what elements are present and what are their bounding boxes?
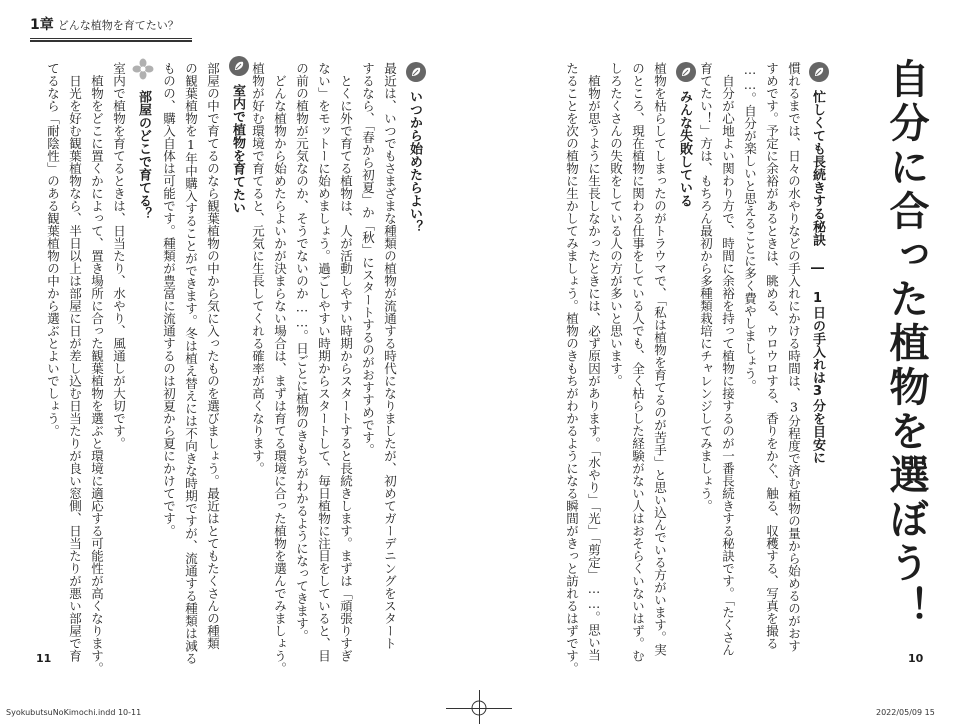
registration-mark-icon bbox=[469, 698, 489, 718]
sec3-line: 最近は、いつでもさまざまな種類の植物が流通する時代になりましたが、初めてガーデニングをスタート bbox=[382, 62, 398, 650]
chapter-label: 1章 bbox=[30, 17, 54, 33]
page-title: 自分に合った植物を選ぼう！ bbox=[883, 58, 930, 630]
header-rule-bold bbox=[30, 40, 192, 42]
page-number-right: 10 bbox=[908, 652, 924, 665]
sec4-line: 部屋の中で育てるのなら観葉植物の中から気に入ったものを選びましょう。最近はとてもたくさんの種類 bbox=[205, 62, 221, 650]
sec1-line: ……。自分が楽しいと思えることに多く費やしましょう。 bbox=[742, 62, 758, 392]
header-rule bbox=[30, 38, 192, 39]
footer-file-info: SyokubutsuNoKimochi.indd 10-11 bbox=[6, 708, 142, 717]
sec5-line: てるなら「耐陰性」のある観葉植物の中から選ぶとよいでしょう。 bbox=[45, 62, 61, 437]
sec3-line: ない」をモットーに始めましょう。過ごしやすい時期からスタートして、毎日植物に注目をしていると、目 bbox=[316, 62, 332, 662]
sec2-line: 植物が思うように生長しなかったときには、必ず原因があります。「水やり」「光」「剪定」……。思い当 bbox=[586, 62, 602, 661]
sec2-line: のところ、現在植物に関わる仕事をしている人でも、全く枯らした経験がない人はおそらくいないはず。む bbox=[630, 62, 646, 662]
sec1-line: 育てたい！」方は、もちろん最初から多種類栽培にチャレンジしてみましょう。 bbox=[698, 62, 714, 512]
leaf-icon bbox=[676, 62, 696, 82]
flower-icon bbox=[132, 58, 154, 80]
sec3-line: 植物が好む環境で育てると、元気に生長してくれる確率が高くなります。 bbox=[250, 62, 266, 475]
sec2-heading: みんな失敗している bbox=[677, 90, 692, 207]
sec5-heading: 部屋のどこで育てる？ bbox=[136, 90, 151, 220]
leaf-icon bbox=[229, 56, 249, 76]
sec3-line: とくに外で育てる植物は、人が活動しやすい時期からスタートすると長続きします。まずは「頑張りすぎ bbox=[338, 62, 354, 662]
running-header bbox=[30, 14, 179, 34]
chapter-title: どんな植物を育てたい？ bbox=[57, 19, 179, 32]
sec5-line: 室内で植物を育てるときは、日当たり、水やり、風通しが大切です。 bbox=[111, 62, 127, 450]
sec3-line: するなら、「春から初夏」か「秋」にスタートするのがおすすめです。 bbox=[360, 62, 376, 456]
sec5-line: 植物をどこに置くかによって、置き場所に合った観葉植物を選ぶと環境に適応する可能性が高くなります。 bbox=[89, 62, 105, 675]
sec1-line: すめです。予定に余裕があるときは、眺める、ウロウロする、香りをかぐ、触る、収穫する、写真を撮る bbox=[764, 62, 780, 650]
leaf-icon bbox=[809, 62, 829, 82]
sec4-heading: 室内で植物を育てたい bbox=[230, 84, 245, 214]
sec1-heading: 忙しくても長続きする秘訣 ― 1日の手入れは3分を目安に bbox=[810, 90, 825, 464]
sec3-line: どんな植物から始めたらよいかが決まらない場合は、まずは育てる環境に合った植物を選んでみましょう。 bbox=[272, 62, 288, 675]
sec1-line: 自分が心地よい関わり方で、時間に余裕を持って植物に接するのが一番長続きする秘訣です。「たくさん bbox=[720, 62, 736, 656]
footer-date-info: 2022/05/09 15 bbox=[876, 708, 935, 717]
sec2-line: しろたくさんの失敗をしている人の方が多いと思います。 bbox=[608, 62, 624, 387]
sec3-heading: いつから始めたらよい？ bbox=[407, 90, 422, 233]
sec5-line: 日光を好む観葉植物なら、半日以上は部屋に日が差し込む日当たりが良い窓側、日当たりが悪い部屋で育 bbox=[67, 62, 83, 662]
page-number-left: 11 bbox=[36, 652, 52, 665]
sec1-line: 慣れるまでは、日々の水やりなどの手入れにかける時間は、3分程度で済む植物の量から始めるのがおす bbox=[786, 62, 802, 652]
sec2-line: 植物を枯らしてしまったのがトラウマで、「私は植物を育てるのが苦手」と思い込んでいる方がいます。実 bbox=[652, 62, 668, 656]
leaf-icon bbox=[406, 62, 426, 82]
sec4-line: ものの、購入自体は可能です。種類が豊富に流通するのは初夏から夏にかけてです。 bbox=[161, 62, 177, 537]
sec2-line: たることを次の植物に生かしてみましょう。植物のきもちがわかるようになる瞬間がきっと訪れるはずです。 bbox=[564, 62, 580, 675]
sec4-line: の観葉植物を1年中購入することができます。冬は植え替えには不向きな時期ですが、流通する種類は減る bbox=[183, 62, 199, 665]
sec3-line: の前の植物が元気なのか、そうでないのか……。日ごとに植物のきもちがわかるようになってきます。 bbox=[294, 62, 310, 642]
